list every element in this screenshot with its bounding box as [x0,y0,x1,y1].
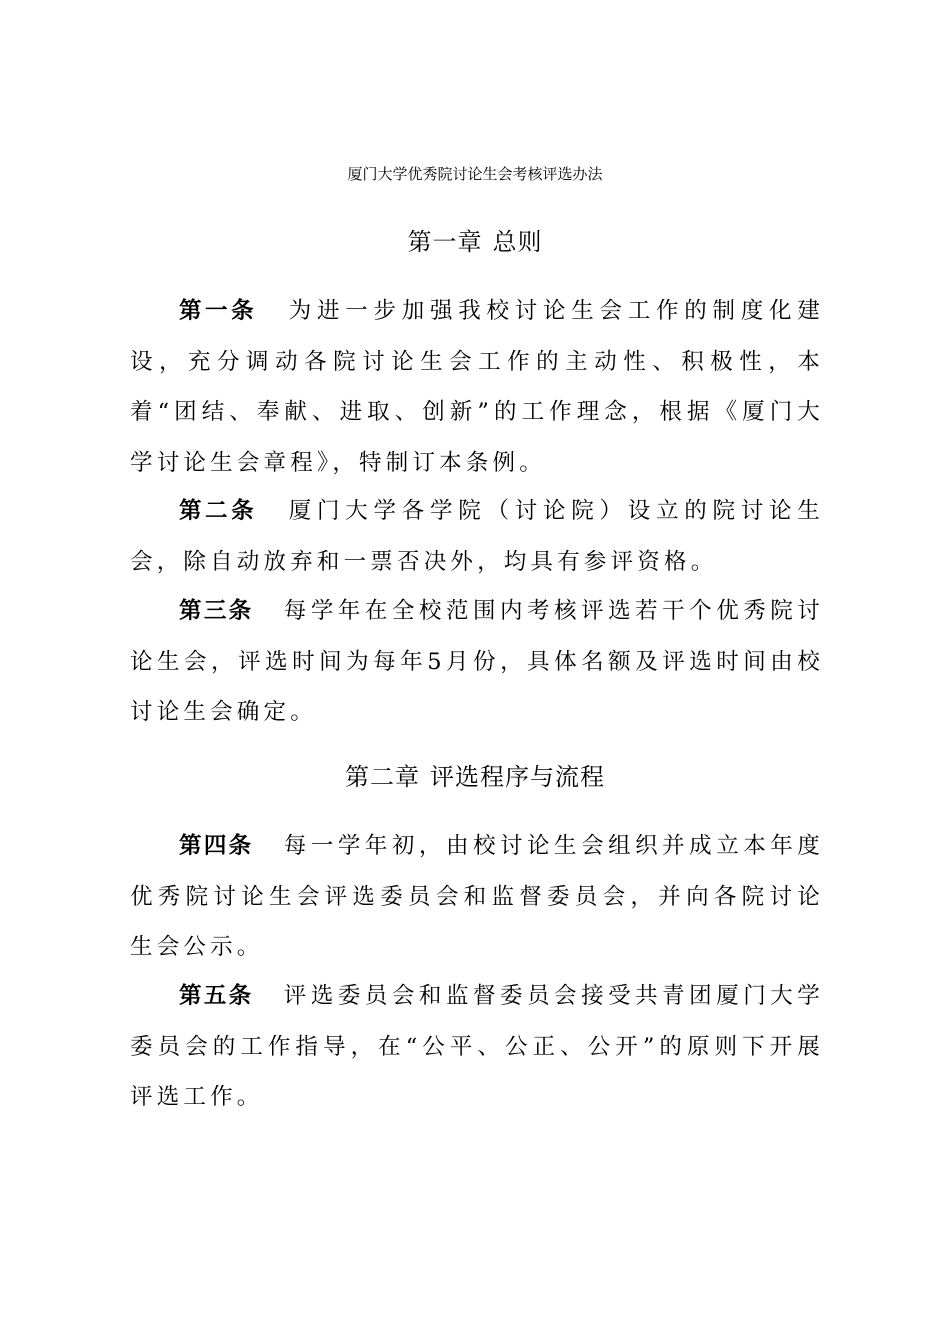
chapter-number: 第二章 [345,763,420,791]
article-text: 评选委员会和监督委员会接受共青团厦门大学委员会的工作指导，在“公平、公正、公开”的原则下开展评选工作。 [130,983,824,1110]
article-paragraph [130,486,824,587]
article-paragraph [130,821,824,973]
chapter-name: 评选程序与流程 [430,763,605,791]
chapter-number: 第一章 [407,228,483,256]
article-text: 每一学年初，由校讨论生会组织并成立本年度优秀院讨论生会评选委员会和监督委员会，并向各院讨论生会公示。 [130,833,824,960]
article-number: 第三条 [179,598,254,624]
article-number: 第二条 [179,498,258,524]
chapter-heading [0,227,950,257]
article-paragraph [130,971,824,1123]
article-text: 每学年在全校范围内考核评选若干个优秀院讨论生会，评选时间为每年5月份，具体名额及评选时间由校讨论生会确定。 [130,598,824,725]
document-title: 厦门大学优秀院讨论生会考核评选办法 [347,165,603,183]
article-text: 厦门大学各学院（讨论院）设立的院讨论生会，除自动放弃和一票否决外，均具有参评资格。 [130,498,824,575]
chapter-heading [0,762,950,792]
article-text: 为进一步加强我校讨论生会工作的制度化建设，充分调动各院讨论生会工作的主动性、积极性，本着“团结、奉献、进取、创新”的工作理念，根据《厦门大学讨论生会章程》，特制订本条例。 [130,298,824,476]
article-number: 第五条 [179,983,254,1009]
chapter-name: 总则 [492,228,543,256]
article-number: 第一条 [179,298,258,324]
article-paragraph [130,286,824,488]
article-paragraph [130,586,824,738]
article-number: 第四条 [179,833,254,859]
